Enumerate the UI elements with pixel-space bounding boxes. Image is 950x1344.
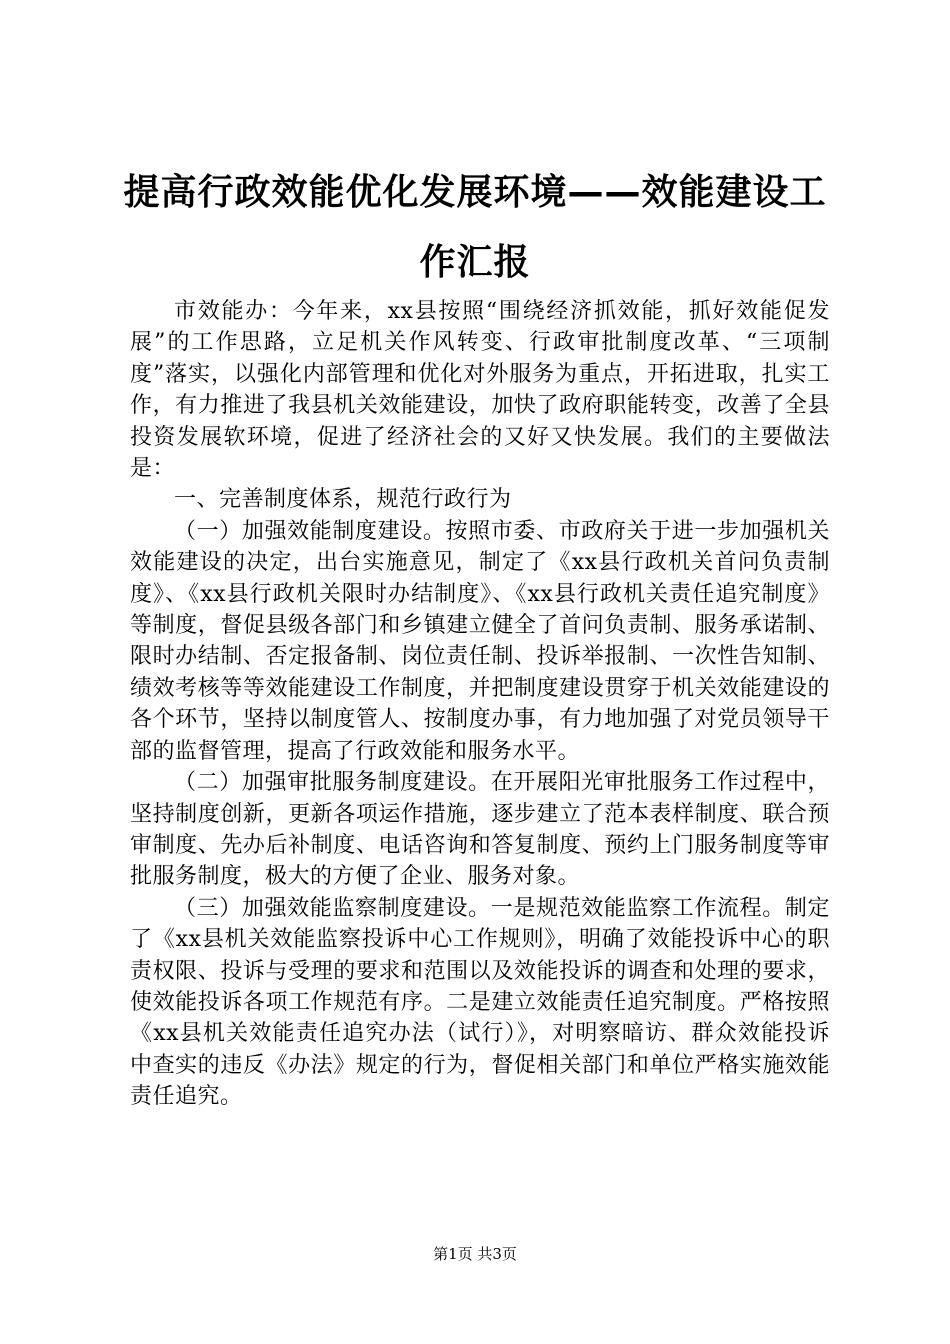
section-heading-1: 一、完善制度体系，规范行政行为 [174, 487, 512, 513]
page-number-footer: 第1页 共3页 [433, 1245, 517, 1263]
paragraph-intro: 市效能办：今年来，xx县按照“围绕经济抓效能，抓好效能促发展”的工作思路，立足机关作风转变、行政审批制度改革、“三项制度”落实，以强化内部管理和优化对外服务为重点，开拓进取，扎实工作，有力推进了我县机关效能建设，加快了政府职能转变，改善了全县投资发展软环境，促进了经济社会的又好又快发展。我们的主要做法是： [130, 299, 830, 482]
document-title: 提高行政效能优化发展环境——效能建设工作汇报 [123, 172, 827, 283]
paragraph-subsection-2: （二）加强审批服务制度建设。在开展阳光审批服务工作过程中，坚持制度创新，更新各项运作措施，逐步建立了范本表样制度、联合预审制度、先办后补制度、电话咨询和答复制度、预约上门服务制度等审批服务制度，极大的方便了企业、服务对象。 [130, 770, 830, 890]
paragraph-subsection-1: （一）加强效能制度建设。按照市委、市政府关于进一步加强机关效能建设的决定，出台实施意见，制定了《xx县行政机关首问负责制度》、《xx县行政机关限时办结制度》、《xx县行政机关责任追究制度》等制度，督促县级各部门和乡镇建立健全了首问负责制、服务承诺制、限时办结制、否定报备制、岗位责任制、投诉举报制、一次性告知制、绩效考核等等效能建设工作制度，并把制度建设贯穿于机关效能建设的各个环节，坚持以制度管人、按制度办事，有力地加强了对党员领导干部的监督管理，提高了行政效能和服务水平。 [130, 518, 830, 764]
document-body [130, 296, 830, 1113]
paragraph-subsection-3: （三）加强效能监察制度建设。一是规范效能监察工作流程。制定了《xx县机关效能监察投诉中心工作规则》，明确了效能投诉中心的职责权限、投诉与受理的要求和范围以及效能投诉的调查和处理的要求，使效能投诉各项工作规范有序。二是建立效能责任追究制度。严格按照《xx县机关效能责任追究办法（试行）》，对明察暗访、群众效能投诉中查实的违反《办法》规定的行为，督促相关部门和单位严格实施效能责任追究。 [130, 895, 830, 1110]
